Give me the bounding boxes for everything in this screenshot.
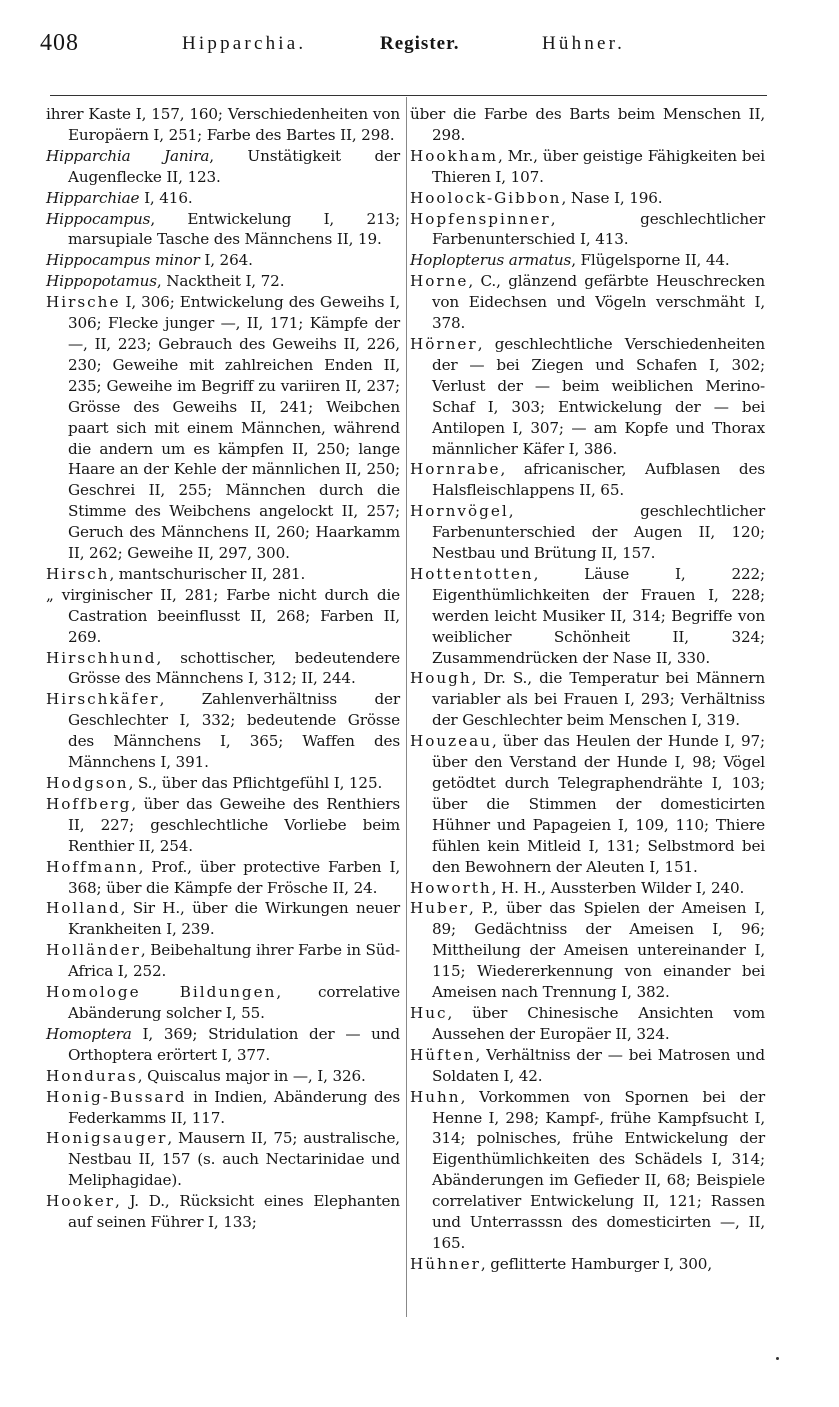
entry-headword: Hippopotamus: [46, 272, 157, 291]
entry-text: , africanischer, Aufblasen des Halsfleischlappens II, 65.: [432, 460, 765, 500]
entry-headword: Hipparchiae: [46, 188, 140, 207]
entry-headword: Hoffberg: [46, 794, 132, 813]
index-entry: [46, 689, 400, 773]
entry-headword: Holland: [46, 899, 121, 918]
index-entry: [46, 857, 400, 899]
entry-headword: Hippocampus minor: [46, 251, 200, 270]
entry-headword: Hippocampus: [46, 209, 151, 228]
entry-headword: Hodgson: [46, 774, 129, 792]
entry-text: I, 264.: [199, 251, 253, 270]
entry-text: I, 416.: [139, 188, 193, 207]
entry-headword: Hühner: [410, 1254, 481, 1273]
header-title: Register.: [380, 33, 460, 54]
entry-headword: Hoolock-Gibbon: [410, 188, 562, 207]
index-entry: [46, 1087, 400, 1129]
entry-headword: Hörner: [410, 334, 478, 353]
index-entry: [46, 898, 400, 940]
entry-text: über die Farbe des Barts beim Menschen II, 298.: [410, 105, 765, 144]
index-entry: [46, 250, 400, 271]
header-rule: [50, 95, 767, 96]
entry-text: , P., über das Spielen der Ameisen I, 89; Gedächtniss der Ameisen I, 96; Mittheilung der Ameisen untereinander I, 115; Wiedererkennung von einander bei Ameisen nach Trennung I, 382.: [432, 899, 765, 1002]
entry-headword: Hottentotten: [410, 564, 534, 583]
index-entry: [410, 271, 765, 334]
entry-headword: Hoffmann: [46, 857, 139, 876]
index-entry: [410, 209, 765, 251]
entry-text: in Indien, Abänderung des Federkamms II, 117.: [68, 1087, 400, 1127]
index-entry: [410, 878, 765, 899]
entry-headword: Hirschkäfer: [46, 690, 160, 709]
entry-text: , Quiscalus major in —, I, 326.: [137, 1066, 366, 1085]
entry-headword: Hoplopterus armatus: [410, 251, 572, 270]
entry-text: , H. H., Aussterben Wilder I, 240.: [491, 878, 745, 897]
entry-text: , geschlechtlicher Farbenunterschied der Augen II, 120; Nestbau und Brütung II, 157.: [432, 502, 765, 563]
entry-text: , Prof., über protective Farben I, 368; über die Kämpfe der Frösche II, 24.: [68, 857, 400, 897]
entry-text: , Vorkommen von Spornen bei der Henne I, 298; Kampf-, frühe Kampfsucht I, 314; polnisches, frühe Entwickelung der Eigenthümlichkeiten des Schädels I, 314; Abänderungen im Gefieder II, 68; Beispiele correlativer Entwickelung II, 121; Rassen und Unterrasssn des domesticirten —, II, 165.: [432, 1087, 765, 1252]
index-entry: [46, 209, 400, 251]
entry-headword: Houzeau: [410, 732, 492, 751]
entry-text: , Zahlenverhältniss der Geschlechter I, 332; bedeutende Grösse des Männchens I, 365; Waffen des Männchens I, 391.: [68, 690, 400, 772]
entry-text: , geschlechtlicher Farbenunterschied I, 413.: [432, 209, 765, 249]
entry-text: , Beibehaltung ihrer Farbe in Süd-Africa I, 252.: [68, 941, 400, 981]
entry-text: , Sir H., über die Wirkungen neuer Krankheiten I, 239.: [68, 899, 400, 939]
index-entry: [46, 564, 400, 585]
entry-text: , geflitterte Hamburger I, 300,: [480, 1254, 713, 1273]
index-entry: [46, 1024, 400, 1066]
index-entry: [410, 334, 765, 459]
entry-headword: Hirschhund: [46, 648, 157, 667]
entry-headword: Honduras: [46, 1066, 138, 1085]
entry-headword: Hornrabe: [410, 460, 501, 479]
right-column: [410, 104, 765, 1275]
entry-headword: Horne: [410, 272, 469, 291]
index-entry: [410, 668, 765, 731]
entry-headword: Hüften: [410, 1045, 476, 1064]
entry-headword: Holländer: [46, 941, 141, 960]
entry-text: , J. D., Rücksicht eines Elephanten auf seinen Führer I, 133;: [68, 1192, 400, 1232]
entry-text: , mantschurischer II, 281.: [109, 564, 306, 583]
index-entry: [410, 188, 765, 209]
index-entry: [410, 146, 765, 188]
entry-text: ihrer Kaste I, 157, 160; Verschiedenheiten von Europäern I, 251; Farbe des Bartes II, 298.: [46, 105, 400, 144]
index-entry: [410, 1254, 765, 1275]
entry-headword: Honigsauger: [46, 1129, 168, 1148]
index-entry: [46, 794, 400, 857]
entry-text: , über das Heulen der Hunde I, 97; über den Verstand der Hunde I, 98; Vögel getödtet durch Telegraphendrähte I, 103; über die Stimmen der domesticirten Hühner und Papageien I, 109, 110; Thiere fühlen kein Mitleid I, 131; Selbstmord bei den Bewohnern der Aleuten I, 151.: [432, 732, 765, 876]
entry-headword: Huhn: [410, 1087, 461, 1106]
entry-text: , Unstätigkeit der Augenflecke II, 123.: [68, 146, 400, 186]
entry-text: , Mr., über geistige Fähigkeiten bei Thieren I, 107.: [432, 146, 765, 186]
entry-headword: Hornvögel: [410, 502, 509, 521]
entry-text: , Dr. S., die Temperatur bei Männern variabler als bei Frauen I, 293; Verhältniss der Geschlechter beim Menschen I, 319.: [432, 669, 765, 730]
print-dot: [776, 1357, 779, 1360]
entry-text: , Mausern II, 75; australische, Nestbau II, 157 (s. auch Nectarinidae und Meliphagidae).: [68, 1129, 400, 1190]
index-entry: [410, 1087, 765, 1254]
index-entry: [46, 271, 400, 292]
entry-headword: Hooker: [46, 1192, 115, 1211]
entry-text: , Verhältniss der — bei Matrosen und Soldaten I, 42.: [432, 1045, 765, 1085]
index-entry: [410, 731, 765, 877]
entry-headword: Hipparchia Janira: [46, 146, 210, 165]
entry-headword: Huc: [410, 1003, 448, 1022]
index-entry: [46, 585, 400, 648]
column-divider: [406, 97, 407, 1317]
entry-headword: Howorth: [410, 878, 492, 897]
entry-text: , geschlechtliche Verschiedenheiten der — bei Ziegen und Schafen I, 302; Verlust der — beim weiblichen Merino-Schaf I, 303; Entwickelung der — bei Antilopen I, 307; — am Kopfe und Thorax männlicher Käfer I, 386.: [432, 334, 765, 458]
entry-headword: Hopfenspinner: [410, 209, 551, 228]
index-entry: [410, 250, 765, 271]
index-entry: [410, 459, 765, 501]
index-entry: [46, 1191, 400, 1233]
entry-text: , Läuse I, 222; Eigenthümlichkeiten der Frauen I, 228; werden leicht Musiker II, 314; Begriffe von weiblicher Schönheit II, 324; Zusammendrücken der Nase II, 330.: [432, 564, 765, 667]
index-entry: [46, 773, 400, 794]
entry-headword: Honig-Bussard: [46, 1087, 187, 1106]
page-header: [40, 30, 770, 70]
index-entry: [46, 648, 400, 690]
entry-headword: Hough: [410, 669, 472, 688]
index-entry: [410, 1045, 765, 1087]
entry-text: , S., über das Pflichtgefühl I, 125.: [128, 774, 383, 792]
entry-headword: Huber: [410, 899, 469, 918]
entry-headword: Hirsche: [46, 293, 121, 312]
entry-text: , über Chinesische Ansichten vom Aussehen der Europäer II, 324.: [432, 1003, 765, 1043]
entry-text: , Nacktheit I, 72.: [156, 272, 285, 291]
left-column: [46, 104, 400, 1233]
entry-headword: Homologe Bildungen: [46, 983, 277, 1002]
entry-text: , Flügelsporne II, 44.: [571, 251, 730, 270]
entry-text: , Entwickelung I, 213; marsupiale Tasche des Männchens II, 19.: [68, 209, 400, 249]
index-entry: [410, 1003, 765, 1045]
entry-text: , über das Geweihe des Renthiers II, 227; geschlechtliche Vorliebe beim Renthier II, 254.: [68, 794, 400, 855]
entry-text: , C., glänzend gefärbte Heuschrecken von Eidechsen und Vögeln verschmäht I, 378.: [432, 272, 765, 333]
index-entry: [46, 146, 400, 188]
header-right-term: Hühner.: [542, 33, 626, 54]
page-number: 408: [40, 30, 79, 56]
entry-text: I, 369; Stridulation der — und Orthoptera erörtert I, 377.: [68, 1024, 400, 1064]
index-entry: [410, 564, 765, 669]
index-entry: [46, 1066, 400, 1087]
entry-text: , schottischer, bedeutendere Grösse des Männchens I, 312; II, 244.: [68, 648, 400, 688]
index-entry: [46, 982, 400, 1024]
index-entry: [46, 940, 400, 982]
index-entry: [46, 292, 400, 564]
entry-headword: Hookham: [410, 146, 498, 165]
entry-text: „ virginischer II, 281; Farbe nicht durch die Castration beeinflusst II, 268; Farben II, 269.: [46, 585, 400, 646]
index-entry: [46, 104, 400, 146]
entry-text: I, 306; Entwickelung des Geweihs I, 306; Flecke junger —, II, 171; Kämpfe der —, II, 223; Gebrauch des Geweihs II, 226, 230; Geweihe mit zahlreichen Enden II, 235; Geweihe im Begriff zu variiren II, 237; Grösse des Geweihs II, 241; Weibchen paart sich mit einem Männchen, während die andern um es kämpfen II, 250; lange Haare an der Kehle der männlichen II, 250; Geschrei II, 255; Männchen durch die Stimme des Weibchens angelockt II, 257; Geruch des Männchens II, 260; Haarkamm II, 262; Geweihe II, 297, 300.: [68, 293, 400, 563]
entry-headword: Hirsch: [46, 564, 110, 583]
index-entry: [46, 188, 400, 209]
entry-headword: Homoptera: [46, 1024, 132, 1043]
header-left-term: Hipparchia.: [182, 33, 307, 54]
entry-text: , correlative Abänderung solcher I, 55.: [68, 983, 400, 1022]
entry-text: , Nase I, 196.: [561, 188, 663, 207]
index-entry: [410, 501, 765, 564]
index-entry: [46, 1128, 400, 1191]
index-entry: [410, 898, 765, 1003]
index-entry: [410, 104, 765, 146]
